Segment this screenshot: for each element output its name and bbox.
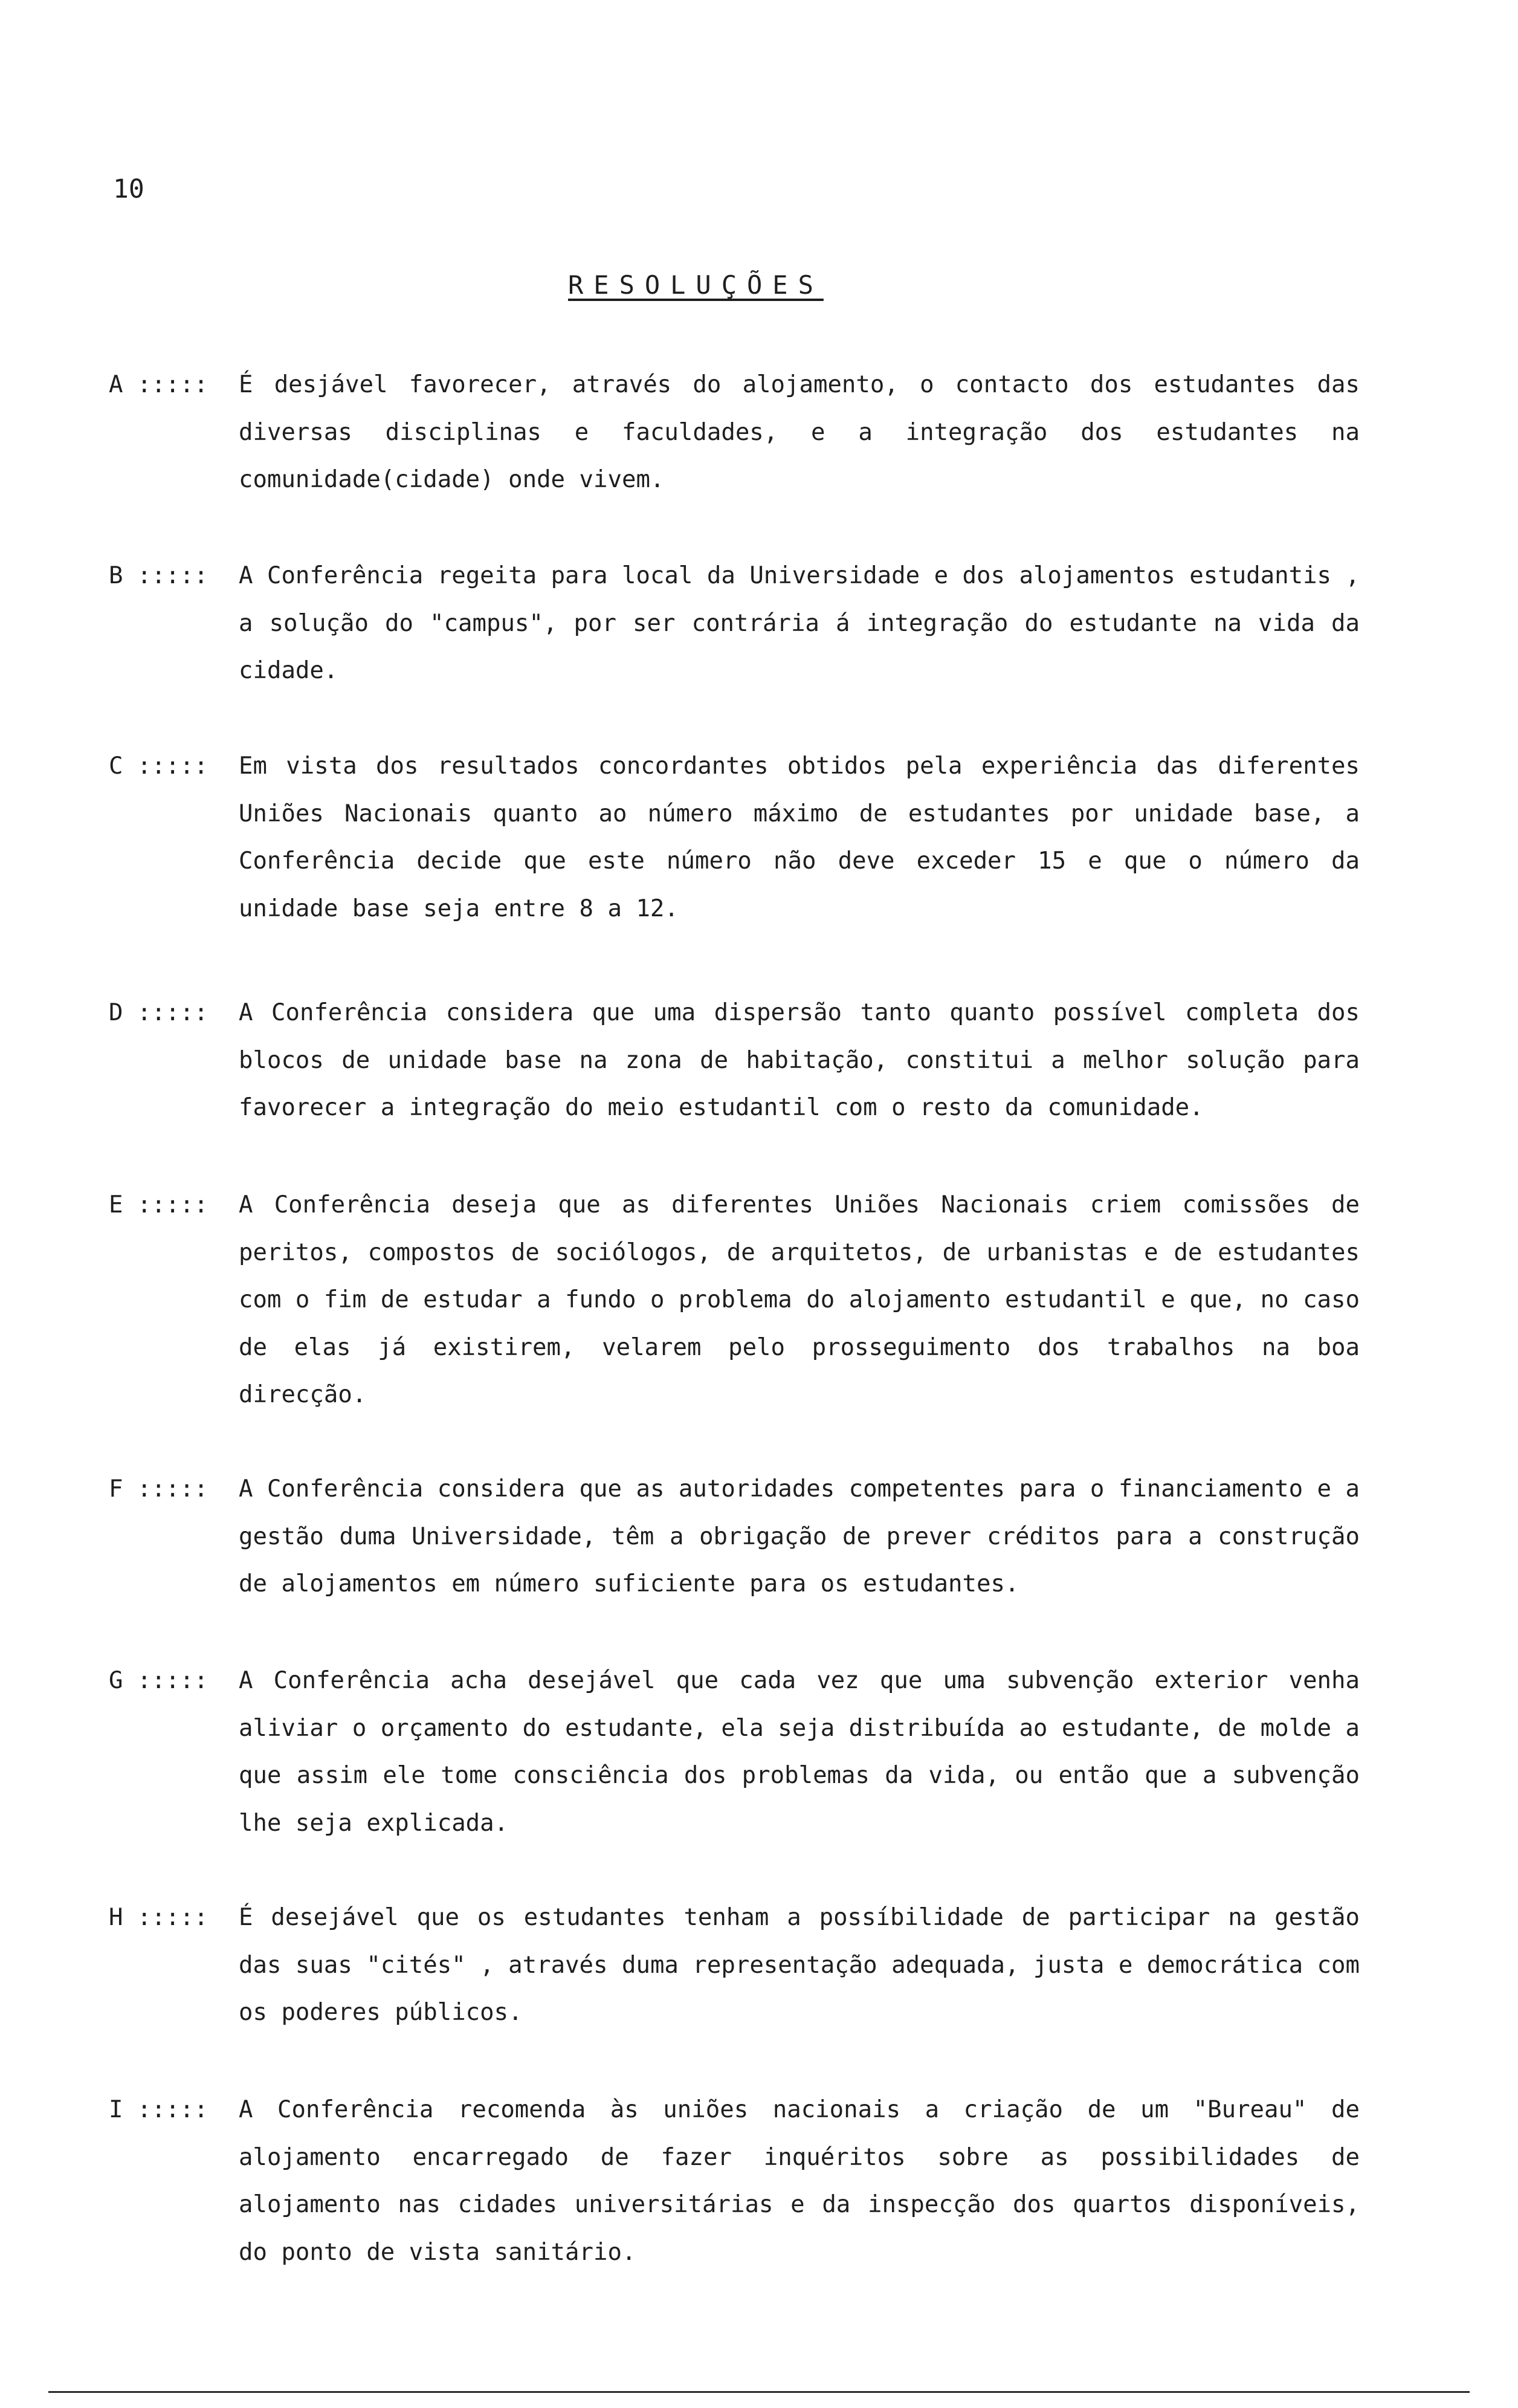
resolution-text: A Conferência considera que as autoridades competentes para o financiamento e a gestão duma Universidade, têm a obrigação de prever créditos para a construção de alojamentos em número suficiente para os estudantes. <box>239 1475 1360 1597</box>
resolution-text: A Conferência considera que uma dispersão tanto quanto possível completa dos blocos de unidade base na zona de habitação, constitui a melhor solução para favorecer a integração do meio estudantil com o resto da comunidade. <box>239 999 1360 1121</box>
resolution-text: É desejável que os estudantes tenham a possíbilidade de participar na gestão das suas "cités" , através duma representação adequada, justa e democrática com os poderes públicos. <box>239 1904 1360 2026</box>
resolution-marker: B ::::: <box>109 562 208 589</box>
resolution-text: A Conferência regeita para local da Universidade e dos alojamentos estudantis , a solução do "campus", por ser contrária á integração do estudante na vida da cidade. <box>239 562 1360 684</box>
resolution-a <box>109 361 1360 504</box>
resolution-marker: C ::::: <box>109 752 208 780</box>
resolution-text: É desjável favorecer, através do alojamento, o contacto dos estudantes das diversas disciplinas e faculdades, e a integração dos estudantes na comunidade(cidade) onde vivem. <box>239 371 1360 493</box>
page-bottom-rule <box>48 2391 1470 2393</box>
resolution-text: A Conferência acha desejável que cada vez que uma subvenção exterior venha aliviar o orçamento do estudante, ela seja distribuída ao estudante, de molde a que assim ele tome consciência dos problemas da vida, ou então que a subvenção lhe seja explicada. <box>239 1667 1360 1837</box>
resolution-h <box>109 1894 1360 2037</box>
page-title: RESOLUÇÕES <box>568 270 824 300</box>
resolution-f <box>109 1466 1360 1608</box>
resolution-g <box>109 1657 1360 1847</box>
resolution-text: A Conferência deseja que as diferentes Uniões Nacionais criem comissões de peritos, compostos de sociólogos, de arquitetos, de urbanistas e de estudantes com o fim de estudar a fundo o problema do alojamento estudantil e que, no caso de elas já existirem, velarem pelo prosseguimento dos trabalhos na boa direcção. <box>239 1191 1360 1408</box>
resolution-text: Em vista dos resultados concordantes obtidos pela experiência das diferentes Uniões Nacionais quanto ao número máximo de estudantes por unidade base, a Conferência decide que este número não deve exceder 15 e que o número da unidade base seja entre 8 a 12. <box>239 752 1360 922</box>
resolution-marker: I ::::: <box>109 2096 208 2123</box>
resolution-i <box>109 2086 1360 2276</box>
resolution-e <box>109 1182 1360 1419</box>
resolution-d <box>109 989 1360 1132</box>
page-number: 10 <box>113 174 144 204</box>
resolution-marker: G ::::: <box>109 1667 208 1694</box>
resolution-marker: H ::::: <box>109 1904 208 1931</box>
resolution-marker: F ::::: <box>109 1475 208 1503</box>
resolution-c <box>109 743 1360 933</box>
resolution-marker: A ::::: <box>109 371 208 398</box>
resolution-text: A Conferência recomenda às uniões nacionais a criação de um "Bureau" de alojamento encarregado de fazer inquéritos sobre as possibilidades de alojamento nas cidades universitárias e da inspecção dos quartos disponíveis, do ponto de vista sanitário. <box>239 2096 1360 2266</box>
resolution-marker: E ::::: <box>109 1191 208 1219</box>
resolution-b <box>109 552 1360 695</box>
resolution-marker: D ::::: <box>109 999 208 1026</box>
